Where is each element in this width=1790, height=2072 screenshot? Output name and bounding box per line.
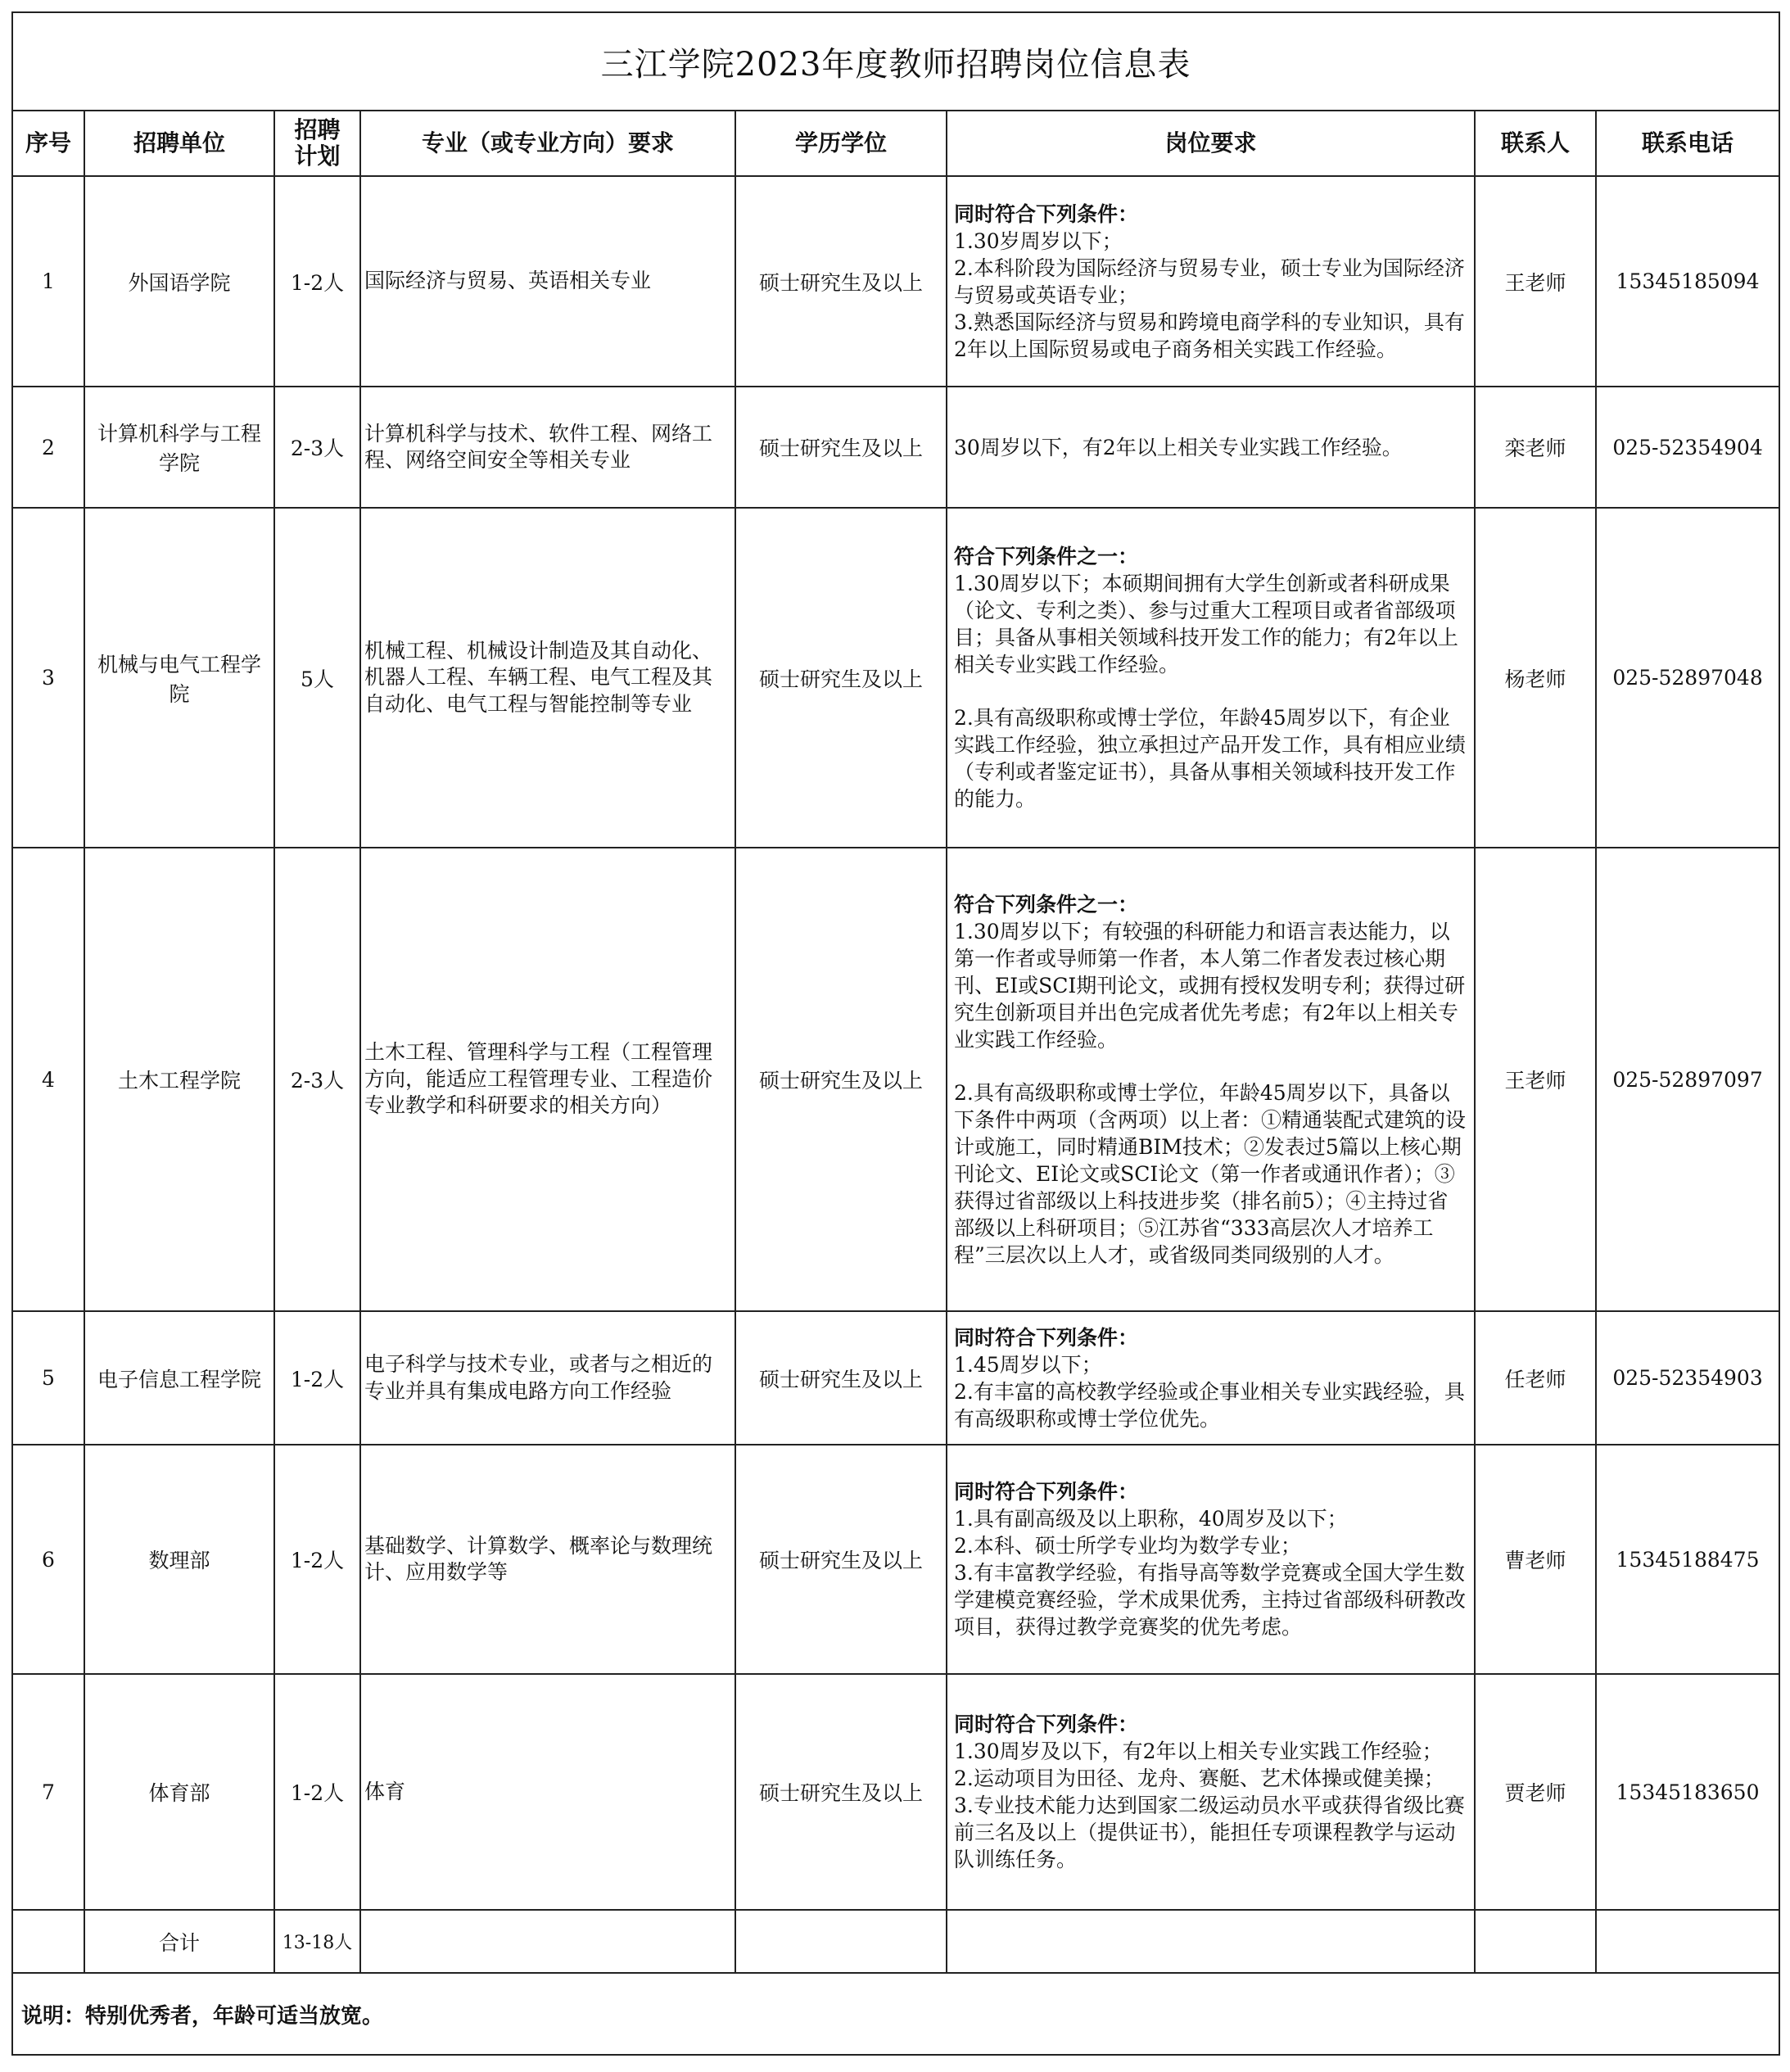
row-major: 基础数学、计算数学、概率论与数理统计、应用数学等 bbox=[360, 1445, 735, 1674]
row-requirements bbox=[947, 1311, 1475, 1445]
req-lead: 符合下列条件之一： bbox=[954, 892, 1139, 916]
row-plan: 1-2人 bbox=[274, 1674, 360, 1910]
total-label: 合计 bbox=[84, 1910, 274, 1973]
table-row bbox=[12, 848, 1779, 1311]
req-lead: 同时符合下列条件： bbox=[954, 1712, 1139, 1736]
total-empty bbox=[1475, 1910, 1596, 1973]
recruitment-table bbox=[11, 11, 1780, 2056]
row-contact: 任老师 bbox=[1475, 1311, 1596, 1445]
req-item: 2.本科阶段为国际经济与贸易专业，硕士专业为国际经济与贸易或英语专业； bbox=[954, 256, 1465, 307]
row-contact: 杨老师 bbox=[1475, 508, 1596, 848]
req-item: 30周岁以下，有2年以上相关专业实践工作经验。 bbox=[954, 435, 1403, 459]
table-row bbox=[12, 1445, 1779, 1674]
req-item: 1.30周岁以下；本硕期间拥有大学生创新或者科研成果（论文、专利之类）、参与过重大工程项目或者省部级项目；具备从事相关领域科技开发工作的能力；有2年以上相关专业实践工作经验。 bbox=[954, 572, 1458, 676]
row-unit: 计算机科学与工程学院 bbox=[84, 387, 274, 508]
row-major: 国际经济与贸易、英语相关专业 bbox=[360, 176, 735, 387]
req-item: 2.运动项目为田径、龙舟、赛艇、艺术体操或健美操； bbox=[954, 1767, 1444, 1790]
total-empty bbox=[735, 1910, 947, 1973]
row-contact: 贾老师 bbox=[1475, 1674, 1596, 1910]
row-no: 3 bbox=[12, 508, 84, 848]
total-plan: 13-18人 bbox=[274, 1910, 360, 1973]
req-item: 2.本科、硕士所学专业均为数学专业； bbox=[954, 1534, 1301, 1558]
row-major: 计算机科学与技术、软件工程、网络工程、网络空间安全等相关专业 bbox=[360, 387, 735, 508]
table-title: 三江学院2023年度教师招聘岗位信息表 bbox=[12, 12, 1779, 111]
row-no: 5 bbox=[12, 1311, 84, 1445]
table-row bbox=[12, 1674, 1779, 1910]
row-phone: 025-52897048 bbox=[1596, 508, 1779, 848]
note: 说明：特别优秀者，年龄可适当放宽。 bbox=[12, 1973, 1779, 2055]
row-requirements bbox=[947, 508, 1475, 848]
header-requirements: 岗位要求 bbox=[947, 111, 1475, 176]
req-item: 2.有丰富的高校教学经验或企事业相关专业实践经验，具有高级职称或博士学位优先。 bbox=[954, 1379, 1465, 1431]
header-phone: 联系电话 bbox=[1596, 111, 1779, 176]
header-plan-line1: 招聘 bbox=[294, 115, 341, 143]
row-major: 机械工程、机械设计制造及其自动化、机器人工程、车辆工程、电气工程及其自动化、电气工程与智能控制等专业 bbox=[360, 508, 735, 848]
row-phone: 025-52354903 bbox=[1596, 1311, 1779, 1445]
header-plan bbox=[274, 111, 360, 176]
row-phone: 15345183650 bbox=[1596, 1674, 1779, 1910]
row-unit: 电子信息工程学院 bbox=[84, 1311, 274, 1445]
row-unit: 体育部 bbox=[84, 1674, 274, 1910]
header-major: 专业（或专业方向）要求 bbox=[360, 111, 735, 176]
row-contact: 王老师 bbox=[1475, 176, 1596, 387]
req-lead: 同时符合下列条件： bbox=[954, 1480, 1139, 1504]
req-item: 3.有丰富教学经验，有指导高等数学竞赛或全国大学生数学建模竞赛经验，学术成果优秀，主持过省部级科研教改项目，获得过教学竞赛奖的优先考虑。 bbox=[954, 1561, 1467, 1639]
row-plan: 2-3人 bbox=[274, 848, 360, 1311]
row-contact: 曹老师 bbox=[1475, 1445, 1596, 1674]
row-unit: 数理部 bbox=[84, 1445, 274, 1674]
req-item: 1.30周岁以下；有较强的科研能力和语言表达能力，以第一作者或导师第一作者，本人第二作者发表过核心期刊、EI或SCI期刊论文，或拥有授权发明专利；获得过研究生创新项目并出色完成者优先考虑；有2年以上相关专业实践工作经验。 bbox=[954, 919, 1466, 1052]
row-requirements bbox=[947, 1445, 1475, 1674]
header-contact: 联系人 bbox=[1475, 111, 1596, 176]
req-item: 1.30岁周岁以下； bbox=[954, 228, 1123, 253]
row-no: 1 bbox=[12, 176, 84, 387]
row-contact: 王老师 bbox=[1475, 848, 1596, 1311]
req-item: 3.熟悉国际经济与贸易和跨境电商学科的专业知识，具有2年以上国际贸易或电子商务相关实践工作经验。 bbox=[954, 310, 1465, 361]
row-phone: 15345185094 bbox=[1596, 176, 1779, 387]
total-row bbox=[12, 1910, 1779, 1973]
header-degree: 学历学位 bbox=[735, 111, 947, 176]
row-unit: 机械与电气工程学院 bbox=[84, 508, 274, 848]
table-row bbox=[12, 508, 1779, 848]
req-item: 3.专业技术能力达到国家二级运动员水平或获得省级比赛前三名及以上（提供证书），能担任专项课程教学与运动队训练任务。 bbox=[954, 1794, 1465, 1871]
row-requirements bbox=[947, 176, 1475, 387]
row-plan: 1-2人 bbox=[274, 1445, 360, 1674]
header-plan-line2: 计划 bbox=[294, 143, 341, 170]
row-no: 2 bbox=[12, 387, 84, 508]
row-no: 7 bbox=[12, 1674, 84, 1910]
row-degree: 硕士研究生及以上 bbox=[735, 387, 947, 508]
spreadsheet bbox=[11, 11, 1779, 2056]
total-empty bbox=[12, 1910, 84, 1973]
header-no: 序号 bbox=[12, 111, 84, 176]
row-degree: 硕士研究生及以上 bbox=[735, 176, 947, 387]
total-empty bbox=[360, 1910, 735, 1973]
row-degree: 硕士研究生及以上 bbox=[735, 1311, 947, 1445]
table-row bbox=[12, 176, 1779, 387]
table-row bbox=[12, 1311, 1779, 1445]
row-requirements bbox=[947, 848, 1475, 1311]
req-item: 2.具有高级职称或博士学位，年龄45周岁以下，有企业实践工作经验，独立承担过产品开发工作，具有相应业绩（专利或者鉴定证书），具备从事相关领域科技开发工作的能力。 bbox=[954, 706, 1467, 811]
req-lead: 同时符合下列条件： bbox=[954, 201, 1139, 226]
row-degree: 硕士研究生及以上 bbox=[735, 1674, 947, 1910]
table-row bbox=[12, 387, 1779, 508]
total-empty bbox=[1596, 1910, 1779, 1973]
req-lead: 符合下列条件之一： bbox=[954, 545, 1139, 568]
row-no: 6 bbox=[12, 1445, 84, 1674]
row-phone: 025-52354904 bbox=[1596, 387, 1779, 508]
row-requirements bbox=[947, 387, 1475, 508]
row-contact: 栾老师 bbox=[1475, 387, 1596, 508]
row-plan: 1-2人 bbox=[274, 176, 360, 387]
row-degree: 硕士研究生及以上 bbox=[735, 848, 947, 1311]
req-item: 1.30周岁及以下，有2年以上相关专业实践工作经验； bbox=[954, 1739, 1443, 1763]
header-row bbox=[12, 111, 1779, 176]
header-unit: 招聘单位 bbox=[84, 111, 274, 176]
row-major: 土木工程、管理科学与工程（工程管理方向，能适应工程管理专业、工程造价专业教学和科研要求的相关方向） bbox=[360, 848, 735, 1311]
row-major: 电子科学与技术专业，或者与之相近的专业并具有集成电路方向工作经验 bbox=[360, 1311, 735, 1445]
req-item: 2.具有高级职称或博士学位，年龄45周岁以下，具备以下条件中两项（含两项）以上者：①精通装配式建筑的设计或施工，同时精通BIM技术；②发表过5篇以上核心期刊论文、EI论文或SCI论文（第一作者或通讯作者）；③获得过省部级以上科技进步奖（排名前5）；④主持过省部级以上科研项目；⑤江苏省“333高层次人才培养工程”三层次以上人才，或省级同类同级别的人才。 bbox=[954, 1080, 1467, 1267]
row-degree: 硕士研究生及以上 bbox=[735, 1445, 947, 1674]
row-phone: 025-52897097 bbox=[1596, 848, 1779, 1311]
req-lead: 同时符合下列条件： bbox=[954, 1325, 1139, 1350]
total-empty bbox=[947, 1910, 1475, 1973]
row-major: 体育 bbox=[360, 1674, 735, 1910]
req-item: 1.具有副高级及以上职称，40周岁及以下； bbox=[954, 1507, 1348, 1531]
row-requirements bbox=[947, 1674, 1475, 1910]
row-no: 4 bbox=[12, 848, 84, 1311]
row-plan: 1-2人 bbox=[274, 1311, 360, 1445]
row-degree: 硕士研究生及以上 bbox=[735, 508, 947, 848]
row-unit: 土木工程学院 bbox=[84, 848, 274, 1311]
row-plan: 5人 bbox=[274, 508, 360, 848]
req-item: 1.45周岁以下； bbox=[954, 1352, 1102, 1377]
row-phone: 15345188475 bbox=[1596, 1445, 1779, 1674]
row-unit: 外国语学院 bbox=[84, 176, 274, 387]
row-plan: 2-3人 bbox=[274, 387, 360, 508]
